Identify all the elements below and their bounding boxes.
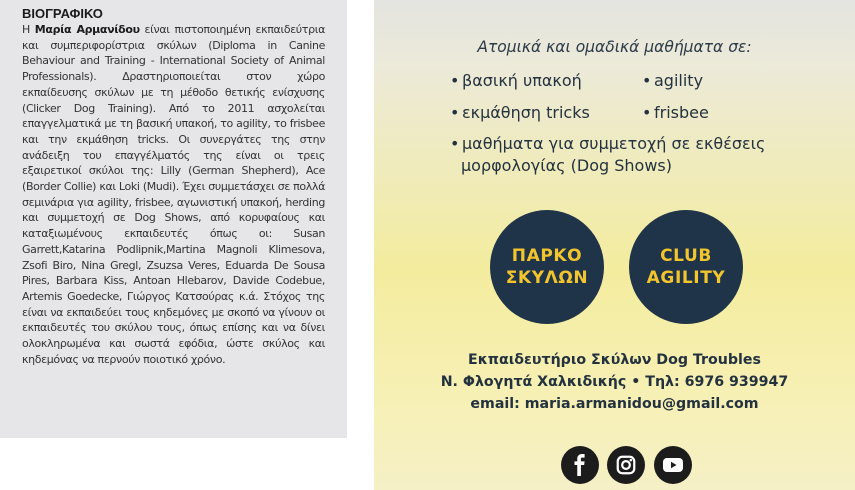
bio-panel [0,0,347,438]
service-item-dog-shows-cont: μορφολογίας (Dog Shows) [461,156,672,175]
bio-title: ΒΙΟΓΡΑΦΙΚΟ [22,6,103,21]
services-heading: Ατομικά και ομαδικά μαθήματα σε: [477,38,752,56]
business-name: Εκπαιδευτήριο Σκύλων Dog Troubles [468,352,761,368]
promo-panel [374,0,855,490]
bio-text [22,22,325,367]
facebook-icon[interactable] [561,446,599,484]
bio-body: είναι πιστοποιημένη εκπαιδεύτρια και συμπεριφορίστρια σκύλων (Diploma in Canine Behaviour and Training - International Society of Animal Professionals). Δραστηριοποιείται στον χώρο εκπαίδευσης σκύλων με τη μέθοδο θετικής ενίσχυσης (Clicker Dog Training). Από το 2011 ασχολείται επαγγελματικά με τη βασική υπακοή, το agility, το frisbee και την εκμάθηση tricks. Οι συνεργάτες της στην ανάδειξη του επαγγέλματός της είναι οι τρεις εξαιρετικοί σκύλοι της: Lilly (German Shepherd), Ace (Border Collie) και Loki (Mudi). Έχει συμμετάσχει σε πολλά σεμινάρια για agility, frisbee, αγωνιστική υπακοή, herding και συμμετοχή σε Dog Shows, από κορυφαίους και καταξιωμένους εκπαιδευτές όπως οι: Susan Garrett,Katarina Podlipnik,Martina Magnoli Klimesova, Zsofi Biro, Nina Gregl, Zsuzsa Veres, Eduarda De Sousa Pires, Barbara Kiss, Antoan Hlebarov, Davide Codebue, Artemis Goedecke, Γιώργος Κατσούρας κ.ά. Στόχος της είναι να εκπαιδεύει τους κηδεμόνες με σκοπό να γίνουν οι εκπαιδευτές του σκύλου τους, όπως επίσης και να δίνει ολοκληρωμένα και σωστά εφόδια, ώστε σκύλος και κηδεμόνας να περνούν ποιοτικό χρόνο. [22,23,325,366]
instagram-icon[interactable] [607,446,645,484]
service-item: • βασική υπακοή [450,71,582,90]
service-item: • agility [642,71,704,90]
service-item-dog-shows: • μαθήματα για συμμετοχή σε εκθέσεις [450,134,766,153]
bio-name: Μαρία Αρμανίδου [34,23,140,36]
service-item: • εκμάθηση tricks [450,103,590,122]
service-item: • frisbee [642,103,709,122]
address-phone: Ν. Φλογητά Χαλκιδικής • Τηλ: 6976 939947 [440,374,789,390]
bio-intro: Η [22,23,35,36]
dog-park-badge: ΠΑΡΚΟ ΣΚΥΛΩΝ [490,210,604,324]
club-agility-badge: CLUB AGILITY [629,210,743,324]
youtube-icon[interactable] [654,446,692,484]
email-link[interactable]: email: maria.armanidou@gmail.com [470,396,759,412]
